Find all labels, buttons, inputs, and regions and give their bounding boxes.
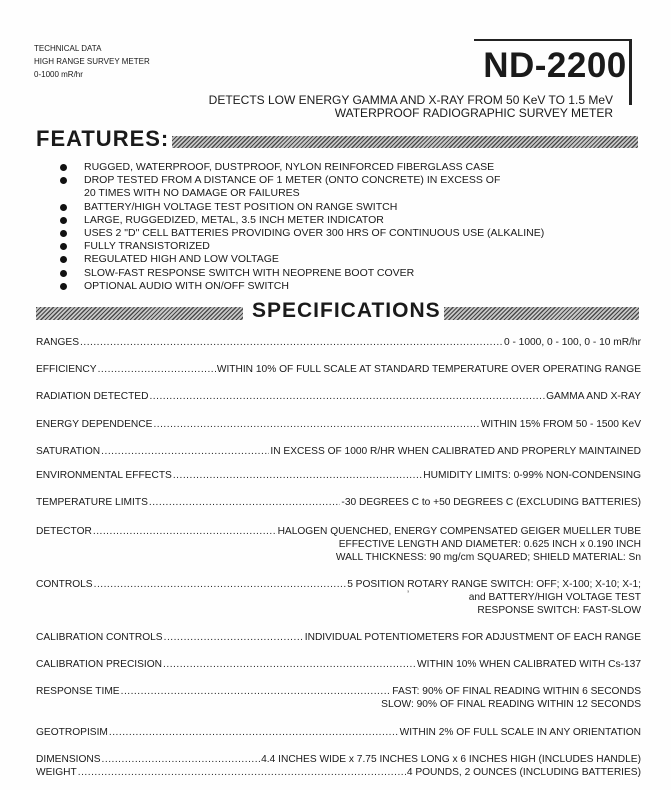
spec-row-cal-precision xyxy=(36,659,641,670)
spec-row-geotropism xyxy=(36,727,641,738)
spec-label: TEMPERATURE LIMITS xyxy=(36,497,148,508)
features-divider xyxy=(172,136,638,148)
spec-label: ENERGY DEPENDENCE xyxy=(36,419,153,430)
leader-dots xyxy=(153,419,479,430)
spec-label: RESPONSE TIME xyxy=(36,686,120,697)
spec-label: SATURATION xyxy=(36,446,101,457)
leader-dots xyxy=(173,470,422,481)
leader-dots xyxy=(93,526,277,537)
list-item-text: 20 TIMES WITH NO DAMAGE OR FAILURES xyxy=(84,187,300,200)
subtitle-line-1: DETECTS LOW ENERGY GAMMA AND X-RAY FROM 50 KeV TO 1.5 MeV xyxy=(208,93,613,107)
spec-value: 4 POUNDS, 2 OUNCES (INCLUDING BATTERIES) xyxy=(406,767,641,778)
spec-value: WITHIN 15% FROM 50 - 1500 KeV xyxy=(480,419,641,430)
leader-dots xyxy=(102,754,261,765)
spec-value: INDIVIDUAL POTENTIOMETERS FOR ADJUSTMENT OF EACH RANGE xyxy=(304,632,641,643)
spec-label: RANGES xyxy=(36,337,80,348)
spec-value: WITHIN 2% OF FULL SCALE IN ANY ORIENTATION xyxy=(399,727,641,738)
spec-row-ranges xyxy=(36,337,641,348)
list-item: REGULATED HIGH AND LOW VOLTAGE xyxy=(60,253,620,266)
spec-value: FAST: 90% OF FINAL READING WITHIN 6 SECONDS xyxy=(392,686,641,697)
list-item: DROP TESTED FROM A DISTANCE OF 1 METER (ONTO CONCRETE) IN EXCESS OF xyxy=(60,174,620,187)
spec-continuation: SLOW: 90% OF FINAL READING WITHIN 12 SECONDS xyxy=(381,699,641,710)
spec-continuation: EFFECTIVE LENGTH AND DIAMETER: 0.625 INCH x 0.190 INCH xyxy=(338,539,641,550)
leader-dots xyxy=(149,391,545,402)
spec-label: RADIATION DETECTED xyxy=(36,391,149,402)
leader-dots xyxy=(121,686,392,697)
subtitle xyxy=(209,94,613,120)
spec-label: GEOTROPISIM xyxy=(36,727,108,738)
spec-value: WITHIN 10% WHEN CALIBRATED WITH Cs-137 xyxy=(417,659,641,670)
spec-row-saturation xyxy=(36,446,641,457)
spec-row-efficiency xyxy=(36,364,641,375)
spec-row-response xyxy=(36,686,641,697)
tech-line: 0-1000 mR/hr xyxy=(34,70,83,79)
list-item: LARGE, RUGGEDIZED, METAL, 3.5 INCH METER INDICATOR xyxy=(60,214,620,227)
spec-row-environmental xyxy=(36,470,641,481)
spec-value: GAMMA AND X-RAY xyxy=(546,391,641,402)
spec-label: WEIGHT xyxy=(36,767,77,778)
spec-label: CALIBRATION PRECISION xyxy=(36,659,163,670)
spec-value: -30 DEGREES C to +50 DEGREES C (EXCLUDING BATTERIES) xyxy=(341,497,641,508)
list-item: BATTERY/HIGH VOLTAGE TEST POSITION ON RANGE SWITCH xyxy=(60,201,620,214)
technical-data-block xyxy=(34,42,150,81)
spec-label: EFFICIENCY xyxy=(36,364,97,375)
spec-value: HALOGEN QUENCHED, ENERGY COMPENSATED GEIGER MUELLER TUBE xyxy=(277,526,641,537)
spec-label: DIMENSIONS xyxy=(36,754,101,765)
spec-row-radiation xyxy=(36,391,641,402)
list-item: OPTIONAL AUDIO WITH ON/OFF SWITCH xyxy=(60,280,620,293)
leader-dots xyxy=(109,727,399,738)
subtitle-line-2: WATERPROOF RADIOGRAPHIC SURVEY METER xyxy=(334,106,613,120)
spec-row-dimensions xyxy=(36,754,641,765)
model-number: ND-2200 xyxy=(483,46,627,85)
spec-row-temperature xyxy=(36,497,641,508)
spec-row-controls xyxy=(36,579,641,590)
spec-value: IN EXCESS OF 1000 R/HR WHEN CALIBRATED AND PROPERLY MAINTAINED xyxy=(270,446,641,457)
speck-mark: ʼ xyxy=(407,590,410,601)
features-heading: FEATURES: xyxy=(36,126,170,151)
spec-row-energy xyxy=(36,419,641,430)
list-item-continuation xyxy=(60,187,620,200)
spec-value: 5 POSITION ROTARY RANGE SWITCH: OFF; X-100; X-10; X-1; xyxy=(347,579,641,590)
spec-value: WITHIN 10% OF FULL SCALE AT STANDARD TEMPERATURE OVER OPERATING RANGE xyxy=(216,364,641,375)
leader-dots xyxy=(78,767,406,778)
list-item: SLOW-FAST RESPONSE SWITCH WITH NEOPRENE BOOT COVER xyxy=(60,267,620,280)
spec-value: HUMIDITY LIMITS: 0-99% NON-CONDENSING xyxy=(423,470,641,481)
leader-dots xyxy=(98,364,216,375)
spec-value: 0 - 1000, 0 - 100, 0 - 10 mR/hr xyxy=(503,337,641,348)
spec-label: DETECTOR xyxy=(36,526,92,537)
list-item: RUGGED, WATERPROOF, DUSTPROOF, NYLON REINFORCED FIBERGLASS CASE xyxy=(60,161,620,174)
specs-divider-left xyxy=(36,307,243,320)
spec-continuation: and BATTERY/HIGH VOLTAGE TEST xyxy=(468,592,641,603)
spec-continuation: RESPONSE SWITCH: FAST-SLOW xyxy=(477,605,641,616)
leader-dots xyxy=(80,337,503,348)
leader-dots xyxy=(101,446,269,457)
leader-dots xyxy=(149,497,341,508)
spec-row-weight xyxy=(36,767,641,778)
leader-dots xyxy=(163,659,416,670)
specifications-heading: SPECIFICATIONS xyxy=(252,299,441,322)
spec-label: CALIBRATION CONTROLS xyxy=(36,632,163,643)
list-item: USES 2 "D" CELL BATTERIES PROVIDING OVER 300 HRS OF CONTINUOUS USE (ALKALINE) xyxy=(60,227,620,240)
features-list xyxy=(60,161,620,293)
tech-line: TECHNICAL DATA xyxy=(34,44,102,53)
leader-dots xyxy=(94,579,347,590)
spec-label: ENVIRONMENTAL EFFECTS xyxy=(36,470,172,481)
list-item: FULLY TRANSISTORIZED xyxy=(60,240,620,253)
tech-line: HIGH RANGE SURVEY METER xyxy=(34,57,150,66)
spec-row-detector xyxy=(36,526,641,537)
spec-row-cal-controls xyxy=(36,632,641,643)
spec-continuation: WALL THICKNESS: 90 mg/cm SQUARED; SHIELD MATERIAL: Sn xyxy=(335,552,641,563)
spec-value: 4.4 INCHES WIDE x 7.75 INCHES LONG x 6 INCHES HIGH (INCLUDES HANDLE) xyxy=(261,754,641,765)
leader-dots xyxy=(164,632,304,643)
spec-label: CONTROLS xyxy=(36,579,93,590)
specs-divider-right xyxy=(444,307,639,320)
